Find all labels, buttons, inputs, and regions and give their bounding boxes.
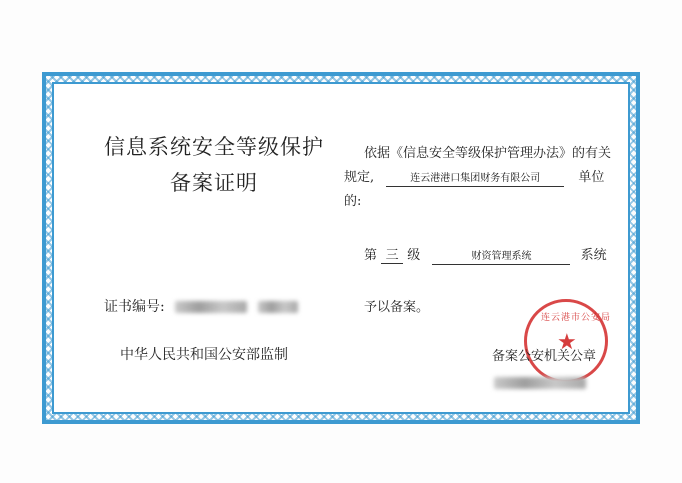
system-suffix: 系统: [580, 248, 607, 263]
level-line: [364, 244, 607, 265]
organization-name: 连云港港口集团财务有限公司: [386, 172, 564, 187]
seal-text: 连云港市公安局: [541, 313, 612, 323]
title-line-2: 备案证明: [170, 170, 258, 195]
certificate-number-label: 证书编号:: [104, 299, 165, 315]
title-line-1: 信息系统安全等级保护: [104, 135, 324, 159]
decorative-border: [42, 72, 640, 424]
text-line-2-prefix: 规定,: [344, 170, 375, 185]
text-line-5: 予以备案。: [364, 300, 430, 315]
seal-label: 备案公安机关公章: [492, 349, 597, 364]
level-unit: 级: [407, 248, 421, 263]
text-line-1: 依据《信息安全等级保护管理办法》的有关: [364, 146, 612, 161]
system-name: 财资管理系统: [432, 250, 570, 265]
level-prefix: 第: [364, 248, 378, 263]
redacted-date: [494, 372, 586, 391]
text-line-2-suffix: 单位: [578, 170, 605, 185]
official-seal: [524, 299, 612, 383]
certificate-title: [94, 130, 334, 201]
protection-level: 三: [381, 249, 403, 264]
issuer-line: 中华人民共和国公安部监制: [120, 347, 288, 363]
text-line-3: 的:: [344, 194, 362, 209]
certificate-body: [52, 82, 630, 414]
redacted-date-bar: [494, 377, 586, 389]
text-line-2: [344, 166, 604, 187]
star-icon: ★: [557, 330, 577, 355]
certificate-number: [104, 296, 298, 316]
redacted-number-part-1: [175, 301, 247, 313]
redacted-number-part-2: [258, 301, 298, 313]
